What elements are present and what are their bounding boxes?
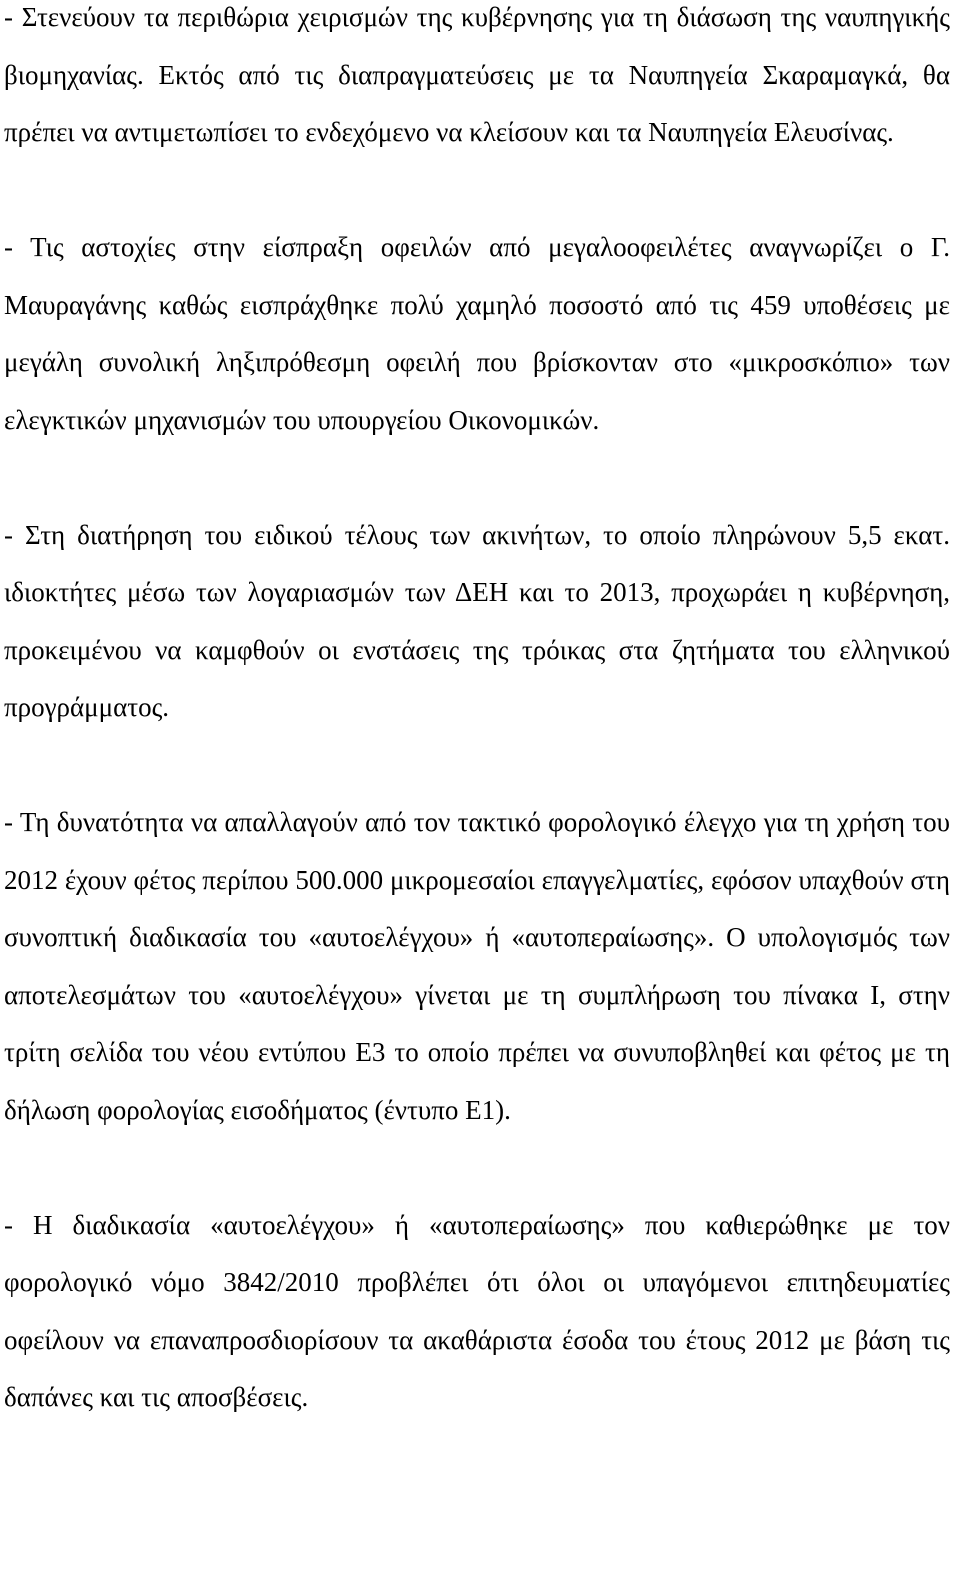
paragraph-property-fee	[4, 507, 950, 737]
paragraph-text: Η διαδικασία «αυτοελέγχου» ή «αυτοπεραίωσης» που καθιερώθηκε με τον φορολογικό νόμο 3842/2010 προβλέπει ότι όλοι οι υπαγόμενοι επιτηδευματίες οφείλουν να επαναπροσδιορίσουν τα ακαθάριστα έσοδα του έτους 2012 με βάση τις δαπάνες και τις αποσβέσεις.	[4, 1209, 950, 1412]
paragraph-debt-collection	[4, 219, 950, 449]
bullet-dash: -	[4, 519, 13, 550]
paragraph-text: Στη διατήρηση του ειδικού τέλους των ακινήτων, το οποίο πληρώνουν 5,5 εκατ. ιδιοκτήτες μέσω των λογαριασμών των ΔΕΗ και το 2013, προχωράει η κυβέρνηση, προκειμένου να καμφθούν οι ενστάσεις της τρόικας στα ζητήματα του ελληνικού προγράμματος.	[4, 519, 950, 722]
paragraph-self-audit-procedure	[4, 1197, 950, 1427]
paragraph-text: Τη δυνατότητα να απαλλαγούν από τον τακτικό φορολογικό έλεγχο για τη χρήση του 2012 έχουν φέτος περίπου 500.000 μικρομεσαίοι επαγγελματίες, εφόσον υπαχθούν στη συνοπτική διαδικασία του «αυτοελέγχου» ή «αυτοπεραίωσης». Ο υπολογισμός των αποτελεσμάτων του «αυτοελέγχου» γίνεται με τη συμπλήρωση του πίνακα Ι, στην τρίτη σελίδα του νέου εντύπου Ε3 το οποίο πρέπει να συνυποβληθεί και φέτος με τη δήλωση φορολογίας εισοδήματος (έντυπο Ε1).	[4, 807, 950, 1125]
bullet-dash: -	[4, 1209, 13, 1240]
paragraph-text: Στενεύουν τα περιθώρια χειρισμών της κυβέρνησης για τη διάσωση της ναυπηγικής βιομηχανίας. Εκτός από τις διαπραγματεύσεις με τα Ναυπηγεία Σκαραμαγκά, θα πρέπει να αντιμετωπίσει το ενδεχόμενο να κλείσουν και τα Ναυπηγεία Ελευσίνας.	[4, 2, 950, 147]
bullet-dash: -	[4, 807, 13, 837]
bullet-dash: -	[4, 232, 13, 262]
paragraph-tax-audit-exemption	[4, 794, 950, 1139]
bullet-dash: -	[4, 2, 13, 32]
paragraph-text: Τις αστοχίες στην είσπραξη οφειλών από μεγαλοοφειλέτες αναγνωρίζει ο Γ. Μαυραγάνης καθώς εισπράχθηκε πολύ χαμηλό ποσοστό από τις 459 υποθέσεις με μεγάλη συνολική ληξιπρόθεσμη οφειλή που βρίσκονταν στο «μικροσκόπιο» των ελεγκτικών μηχανισμών του υπουργείου Οικονομικών.	[4, 232, 951, 435]
paragraph-ship-industry	[4, 0, 950, 162]
